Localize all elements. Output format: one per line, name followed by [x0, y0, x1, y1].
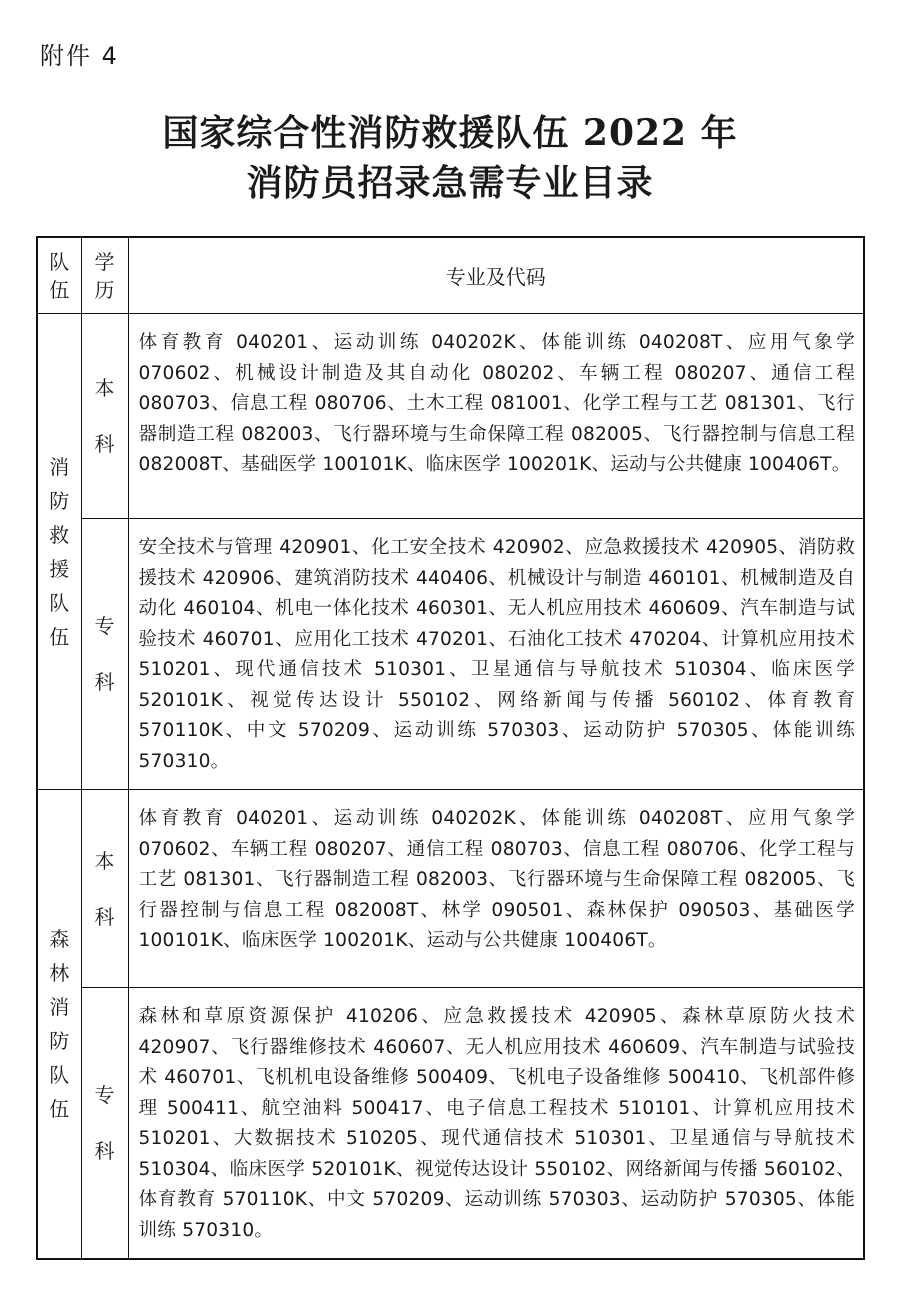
education-label: 本科 [94, 848, 115, 929]
team-label: 森林消防队伍 [49, 927, 70, 1121]
table-row [37, 519, 864, 790]
education-label: 专科 [94, 614, 115, 694]
education-label: 专科 [94, 1083, 115, 1163]
education-cell [81, 314, 128, 519]
education-cell [81, 519, 128, 790]
team-label: 消防救援队伍 [49, 454, 70, 649]
education-cell [81, 988, 128, 1260]
title-line-1: 国家综合性消防救援队伍 2022 年 [162, 112, 738, 154]
table-row [37, 314, 864, 519]
majors-cell: 安全技术与管理 420901、化工安全技术 420902、应急救援技术 420905、消防救援技术 420906、建筑消防技术 440406、机械设计与制造 460101、机械制造及自动化 460104、机电一体化技术 460301、无人机应用技术 460609、汽车制造与试验技术 460701、应用化工技术 470201、石油化工技术 470204、计算机应用技术 510201、现代通信技术 510301、卫星通信与导航技术 510304、临床医学 520101K、视觉传达设计 550102、网络新闻与传播 560102、体育教育 570110K、中文 570209、运动训练 570303、运动防护 570305、体能训练 570310。 [128, 519, 864, 790]
major-catalog-table [36, 236, 865, 1260]
header-majors: 专业及代码 [128, 237, 864, 314]
majors-cell: 体育教育 040201、运动训练 040202K、体能训练 040208T、应用气象学 070602、机械设计制造及其自动化 080202、车辆工程 080207、通信工程 080703、信息工程 080706、土木工程 081001、化学工程与工艺 081301、飞行器制造工程 082003、飞行器环境与生命保障工程 082005、飞行器控制与信息工程 082008T、基础医学 100101K、临床医学 100201K、运动与公共健康 100406T。 [128, 314, 864, 519]
team-cell-fire-rescue [37, 314, 81, 790]
document-title [0, 108, 900, 208]
table-header-row [37, 237, 864, 314]
table-row [37, 790, 864, 988]
majors-cell: 森林和草原资源保护 410206、应急救援技术 420905、森林草原防火技术 420907、飞行器维修技术 460607、无人机应用技术 460609、汽车制造与试验技术 460701、飞机机电设备维修 500409、飞机电子设备维修 500410、飞机部件修理 500411、航空油料 500417、电子信息工程技术 510101、计算机应用技术 510201、大数据技术 510205、现代通信技术 510301、卫星通信与导航技术 510304、临床医学 520101K、视觉传达设计 550102、网络新闻与传播 560102、体育教育 570110K、中文 570209、运动训练 570303、运动防护 570305、体能训练 570310。 [128, 988, 864, 1260]
team-cell-forest-fire [37, 790, 81, 1260]
header-team-label: 队伍 [49, 249, 70, 302]
header-education-label: 学历 [94, 249, 115, 302]
education-cell [81, 790, 128, 988]
header-team [37, 237, 81, 314]
title-line-2: 消防员招录急需专业目录 [246, 162, 654, 204]
education-label: 本科 [94, 376, 115, 456]
header-education [81, 237, 128, 314]
table-row [37, 988, 864, 1260]
majors-cell: 体育教育 040201、运动训练 040202K、体能训练 040208T、应用气象学 070602、车辆工程 080207、通信工程 080703、信息工程 080706、化学工程与工艺 081301、飞行器制造工程 082003、飞行器环境与生命保障工程 082005、飞行器控制与信息工程 082008T、林学 090501、森林保护 090503、基础医学 100101K、临床医学 100201K、运动与公共健康 100406T。 [128, 790, 864, 988]
attachment-label: 附件 4 [40, 42, 119, 70]
